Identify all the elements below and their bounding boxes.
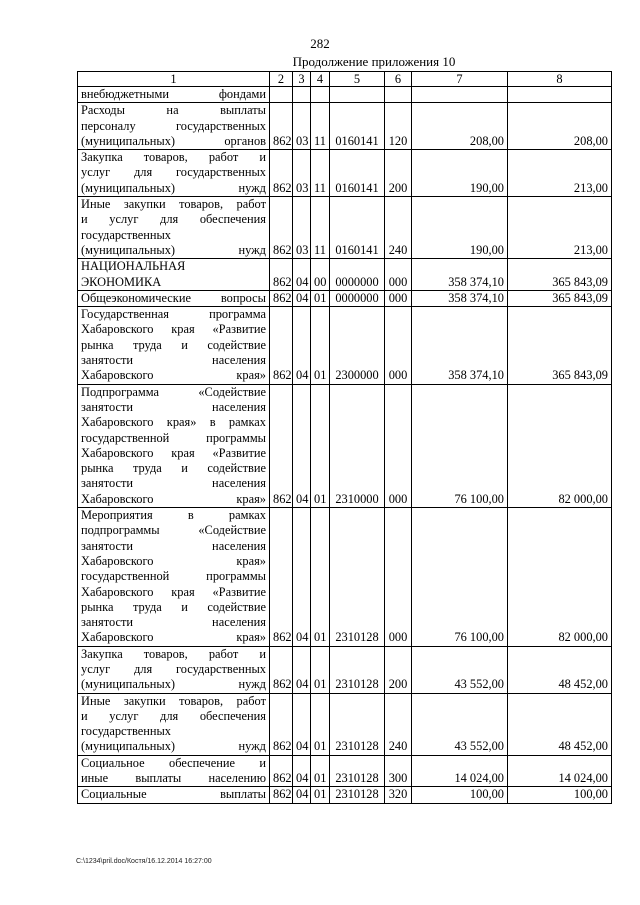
grbs-cell: 862 (270, 508, 293, 647)
section-cell: 04 (293, 290, 311, 306)
amount-2016-cell: 213,00 (508, 197, 612, 259)
amount-2015-cell: 208,00 (412, 103, 508, 150)
item-name-line: Хабаровского края «Развитие (81, 445, 266, 460)
item-name-line: Закупка товаров, работ и (81, 646, 266, 661)
section-cell: 03 (293, 103, 311, 150)
table-row (78, 259, 612, 291)
amount-2016-cell: 82 000,00 (508, 508, 612, 647)
target-article-cell: 2310128 (330, 755, 385, 787)
item-name-cell (78, 290, 270, 306)
section-cell: 04 (293, 508, 311, 647)
item-name-line: государственной программы (81, 430, 266, 445)
column-header-2: 2 (270, 72, 293, 87)
section-cell: 04 (293, 384, 311, 507)
item-name-line: государственных (81, 724, 172, 739)
item-name-cell (78, 646, 270, 693)
table-row (78, 290, 612, 306)
item-name-line: внебюджетными фондами (81, 87, 266, 101)
amount-2015-cell: 76 100,00 (412, 508, 508, 647)
target-article-cell: 2310128 (330, 787, 385, 803)
item-name-line: Закупка товаров, работ и (81, 150, 266, 165)
target-article-cell: 2310128 (330, 508, 385, 647)
subsection-cell: 01 (311, 290, 330, 306)
item-name-line: Хабаровского края «Развитие (81, 584, 266, 599)
item-name-line: занятости населения (81, 399, 266, 414)
expense-type-cell: 320 (385, 787, 412, 803)
item-name-line: ЭКОНОМИКА (81, 274, 162, 289)
subsection-cell: 01 (311, 646, 330, 693)
item-name-cell (78, 787, 270, 803)
item-name-line: и услуг для обеспечения (81, 708, 266, 723)
column-header-row (78, 72, 612, 87)
item-name-line: НАЦИОНАЛЬНАЯ (81, 259, 186, 274)
amount-2016-cell: 48 452,00 (508, 646, 612, 693)
subsection-cell: 01 (311, 384, 330, 507)
expense-type-cell: 000 (385, 307, 412, 384)
section-cell: 04 (293, 646, 311, 693)
column-header-4: 4 (311, 72, 330, 87)
target-article-cell (330, 87, 385, 103)
grbs-cell: 862 (270, 197, 293, 259)
table-row (78, 87, 612, 103)
expense-type-cell: 200 (385, 646, 412, 693)
item-name-cell (78, 384, 270, 507)
item-name-cell (78, 150, 270, 197)
item-name-line: услуг для государственных (81, 165, 266, 180)
item-name-line: и услуг для обеспечения (81, 212, 266, 227)
target-article-cell: 2300000 (330, 307, 385, 384)
expense-type-cell: 240 (385, 693, 412, 755)
item-name-line: подпрограммы «Содействие (81, 523, 266, 538)
target-article-cell: 0160141 (330, 103, 385, 150)
table-row (78, 307, 612, 384)
item-name-line: государственных (81, 227, 172, 242)
item-name-cell (78, 693, 270, 755)
subsection-cell: 00 (311, 259, 330, 291)
grbs-cell (270, 87, 293, 103)
item-name-line: Хабаровского края» (81, 491, 266, 506)
amount-2016-cell: 82 000,00 (508, 384, 612, 507)
item-name-line: Социальное обеспечение и (81, 755, 266, 770)
section-cell (293, 87, 311, 103)
subsection-cell (311, 87, 330, 103)
item-name-line: Иные закупки товаров, работ (81, 693, 266, 708)
amount-2015-cell: 190,00 (412, 197, 508, 259)
item-name-line: Расходы на выплаты (81, 103, 266, 118)
item-name-cell (78, 259, 270, 291)
item-name-line: Социальные выплаты (81, 787, 266, 802)
table-body (78, 87, 612, 804)
item-name-line: услуг для государственных (81, 661, 266, 676)
column-header-7: 7 (412, 72, 508, 87)
item-name-line: занятости населения (81, 615, 266, 630)
subsection-cell: 01 (311, 307, 330, 384)
table-row (78, 384, 612, 507)
item-name-line: (муниципальных) нужд (81, 180, 266, 195)
budget-table (77, 71, 612, 804)
section-cell: 04 (293, 755, 311, 787)
subsection-cell: 11 (311, 197, 330, 259)
grbs-cell: 862 (270, 259, 293, 291)
amount-2015-cell: 100,00 (412, 787, 508, 803)
target-article-cell: 2310000 (330, 384, 385, 507)
page-number: 282 (310, 36, 330, 51)
item-name-line: персоналу государственных (81, 118, 266, 133)
amount-2016-cell: 365 843,09 (508, 290, 612, 306)
grbs-cell: 862 (270, 103, 293, 150)
amount-2016-cell: 208,00 (508, 103, 612, 150)
amount-2015-cell: 76 100,00 (412, 384, 508, 507)
item-name-line: иные выплаты населению (81, 771, 266, 786)
amount-2016-cell: 100,00 (508, 787, 612, 803)
item-name-line: Хабаровского края» (81, 630, 266, 645)
section-cell: 04 (293, 787, 311, 803)
subsection-cell: 11 (311, 150, 330, 197)
amount-2015-cell: 43 552,00 (412, 693, 508, 755)
item-name-line: Подпрограмма «Содействие (81, 384, 266, 399)
item-name-line: Хабаровского края» в рамках (81, 415, 266, 430)
amount-2015-cell: 190,00 (412, 150, 508, 197)
grbs-cell: 862 (270, 307, 293, 384)
target-article-cell: 0160141 (330, 150, 385, 197)
section-cell: 04 (293, 693, 311, 755)
amount-2015-cell: 358 374,10 (412, 259, 508, 291)
subsection-cell: 01 (311, 787, 330, 803)
expense-type-cell (385, 87, 412, 103)
table-row (78, 150, 612, 197)
column-header-6: 6 (385, 72, 412, 87)
target-article-cell: 2310128 (330, 693, 385, 755)
item-name-cell (78, 197, 270, 259)
table-row (78, 508, 612, 647)
item-name-line: Хабаровского края «Развитие (81, 322, 266, 337)
expense-type-cell: 000 (385, 290, 412, 306)
grbs-cell: 862 (270, 755, 293, 787)
section-cell: 03 (293, 150, 311, 197)
subsection-cell: 01 (311, 693, 330, 755)
amount-2015-cell (412, 87, 508, 103)
column-header-5: 5 (330, 72, 385, 87)
item-name-line: (муниципальных) нужд (81, 242, 266, 257)
target-article-cell: 0000000 (330, 290, 385, 306)
item-name-line: (муниципальных) нужд (81, 677, 266, 692)
expense-type-cell: 000 (385, 384, 412, 507)
amount-2016-cell: 365 843,09 (508, 259, 612, 291)
item-name-cell (78, 103, 270, 150)
amount-2016-cell: 365 843,09 (508, 307, 612, 384)
item-name-line: (муниципальных) нужд (81, 739, 266, 754)
table-row (78, 646, 612, 693)
section-cell: 04 (293, 307, 311, 384)
continuation-caption: Продолжение приложения 10 (292, 54, 456, 69)
column-header-8: 8 (508, 72, 612, 87)
item-name-cell (78, 755, 270, 787)
grbs-cell: 862 (270, 150, 293, 197)
expense-type-cell: 240 (385, 197, 412, 259)
table-row (78, 197, 612, 259)
section-cell: 04 (293, 259, 311, 291)
table-row (78, 693, 612, 755)
item-name-cell (78, 508, 270, 647)
item-name-line: занятости населения (81, 538, 266, 553)
item-name-line: Иные закупки товаров, работ (81, 197, 266, 212)
item-name-line: занятости населения (81, 476, 266, 491)
target-article-cell: 2310128 (330, 646, 385, 693)
column-header-1: 1 (78, 72, 270, 87)
column-header-3: 3 (293, 72, 311, 87)
target-article-cell: 0160141 (330, 197, 385, 259)
grbs-cell: 862 (270, 290, 293, 306)
item-name-line: занятости населения (81, 353, 266, 368)
item-name-line: Хабаровского края» (81, 368, 266, 383)
table-row (78, 103, 612, 150)
item-name-line: Мероприятия в рамках (81, 508, 266, 523)
item-name-line: Общеэкономические вопросы (81, 290, 266, 305)
target-article-cell: 0000000 (330, 259, 385, 291)
item-name-cell (78, 307, 270, 384)
expense-type-cell: 300 (385, 755, 412, 787)
grbs-cell: 862 (270, 693, 293, 755)
amount-2016-cell (508, 87, 612, 103)
file-path-footer: C:\1234\pril.doc/Костя/16.12.2014 16:27:00 (76, 858, 212, 865)
expense-type-cell: 120 (385, 103, 412, 150)
amount-2015-cell: 14 024,00 (412, 755, 508, 787)
item-name-line: (муниципальных) органов (81, 133, 266, 148)
grbs-cell: 862 (270, 787, 293, 803)
table-row (78, 755, 612, 787)
item-name-line: Государственная программа (81, 307, 266, 322)
subsection-cell: 01 (311, 508, 330, 647)
amount-2016-cell: 213,00 (508, 150, 612, 197)
item-name-line: рынка труда и содействие (81, 337, 266, 352)
expense-type-cell: 000 (385, 259, 412, 291)
table-row (78, 787, 612, 803)
item-name-line: рынка труда и содействие (81, 599, 266, 614)
subsection-cell: 11 (311, 103, 330, 150)
amount-2015-cell: 358 374,10 (412, 290, 508, 306)
amount-2015-cell: 358 374,10 (412, 307, 508, 384)
item-name-line: рынка труда и содействие (81, 461, 266, 476)
grbs-cell: 862 (270, 646, 293, 693)
section-cell: 03 (293, 197, 311, 259)
amount-2015-cell: 43 552,00 (412, 646, 508, 693)
expense-type-cell: 200 (385, 150, 412, 197)
item-name-cell (78, 87, 270, 103)
expense-type-cell: 000 (385, 508, 412, 647)
item-name-line: Хабаровского края» (81, 553, 266, 568)
subsection-cell: 01 (311, 755, 330, 787)
amount-2016-cell: 48 452,00 (508, 693, 612, 755)
item-name-line: государственной программы (81, 569, 266, 584)
grbs-cell: 862 (270, 384, 293, 507)
amount-2016-cell: 14 024,00 (508, 755, 612, 787)
